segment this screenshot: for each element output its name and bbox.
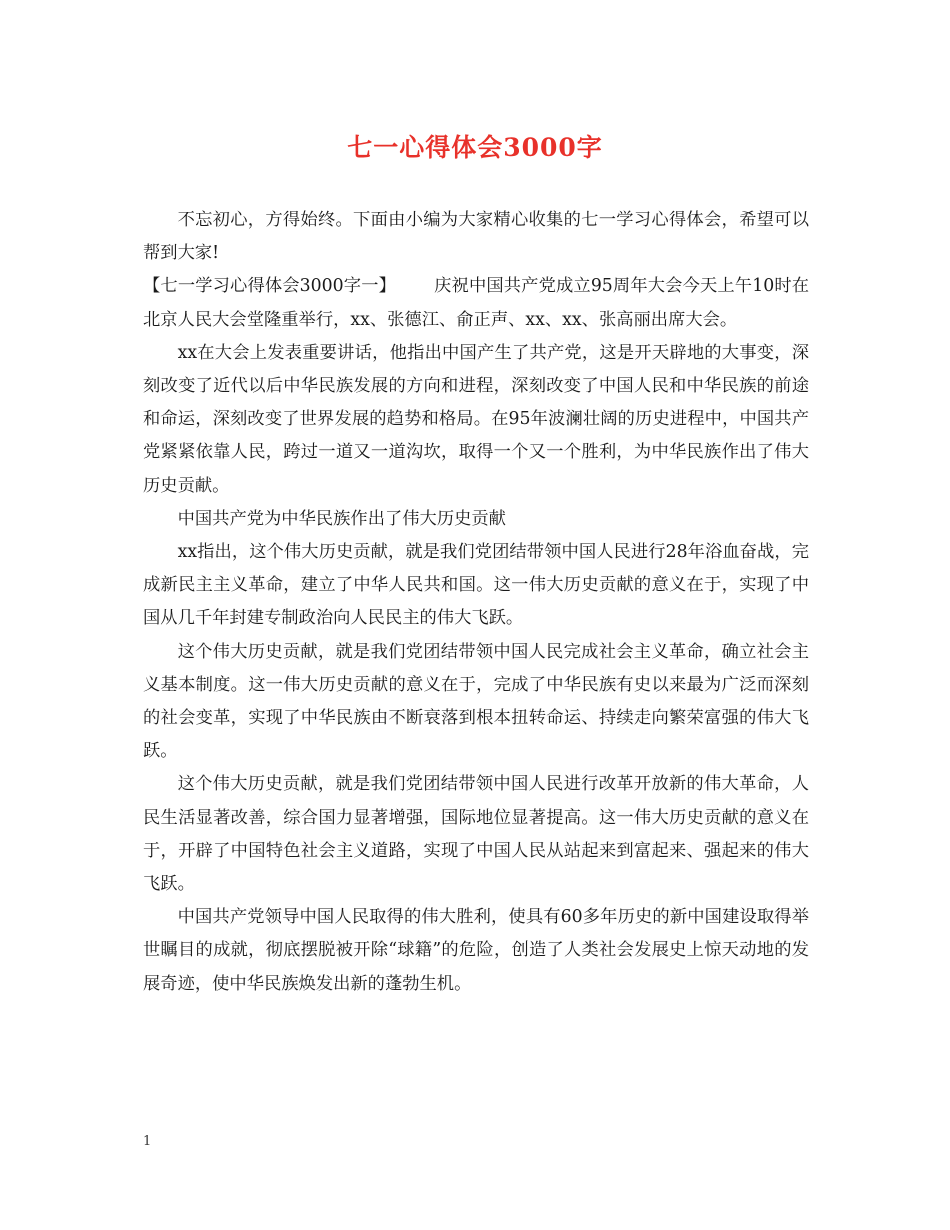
section-first-text: 庆祝中国共产党成立95周年大会今天上午10时在北京人民大会堂隆重举行，xx、张德江、俞正声、xx、xx、张高丽出席大会。 <box>143 276 810 330</box>
body-paragraph: xx指出，这个伟大历史贡献，就是我们党团结带领中国人民进行28年浴血奋战，完成新民主主义革命，建立了中华人民共和国。这一伟大历史贡献的意义在于，实现了中国从几千年封建专制政治向人民民主的伟大飞跃。 <box>143 542 809 629</box>
body-paragraph: 中国共产党领导中国人民取得的伟大胜利，使具有60多年历史的新中国建设取得举世瞩目的成就，彻底摆脱被开除“球籍”的危险，创造了人类社会发展史上惊天动地的发展奇迹，使中华民族焕发出新的蓬勃生机。 <box>143 907 809 994</box>
body-paragraph: 这个伟大历史贡献，就是我们党团结带领中国人民进行改革开放新的伟大革命，人民生活显著改善，综合国力显著增强，国际地位显著提高。这一伟大历史贡献的意义在于，开辟了中国特色社会主义道路，实现了中国人民从站起来到富起来、强起来的伟大飞跃。 <box>143 774 809 895</box>
section-heading: 【七一学习心得体会3000字一】 <box>143 276 397 297</box>
section-paragraph <box>143 270 809 336</box>
intro-paragraph: 不忘初心，方得始终。下面由小编为大家精心收集的七一学习心得体会，希望可以帮到大家! <box>143 210 809 264</box>
document-title: 七一心得体会3000字 <box>347 133 603 162</box>
body-paragraph: 这个伟大历史贡献，就是我们党团结带领中国人民完成社会主义革命，确立社会主义基本制度。这一伟大历史贡献的意义在于，完成了中华民族有史以来最为广泛而深刻的社会变革，实现了中华民族由不断衰落到根本扭转命运、持续走向繁荣富强的伟大飞跃。 <box>143 641 809 762</box>
document-body <box>143 204 809 1001</box>
body-paragraph: xx在大会上发表重要讲话，他指出中国产生了共产党，这是开天辟地的大事变，深刻改变了近代以后中华民族发展的方向和进程，深刻改变了中国人民和中华民族的前途和命运，深刻改变了世界发展的趋势和格局。在95年波澜壮阔的历史进程中，中国共产党紧紧依靠人民，跨过一道又一道沟坎，取得一个又一个胜利，为中华民族作出了伟大历史贡献。 <box>143 342 809 496</box>
subheading-paragraph: 中国共产党为中华民族作出了伟大历史贡献 <box>177 508 506 529</box>
page-number: 1 <box>143 1134 152 1149</box>
